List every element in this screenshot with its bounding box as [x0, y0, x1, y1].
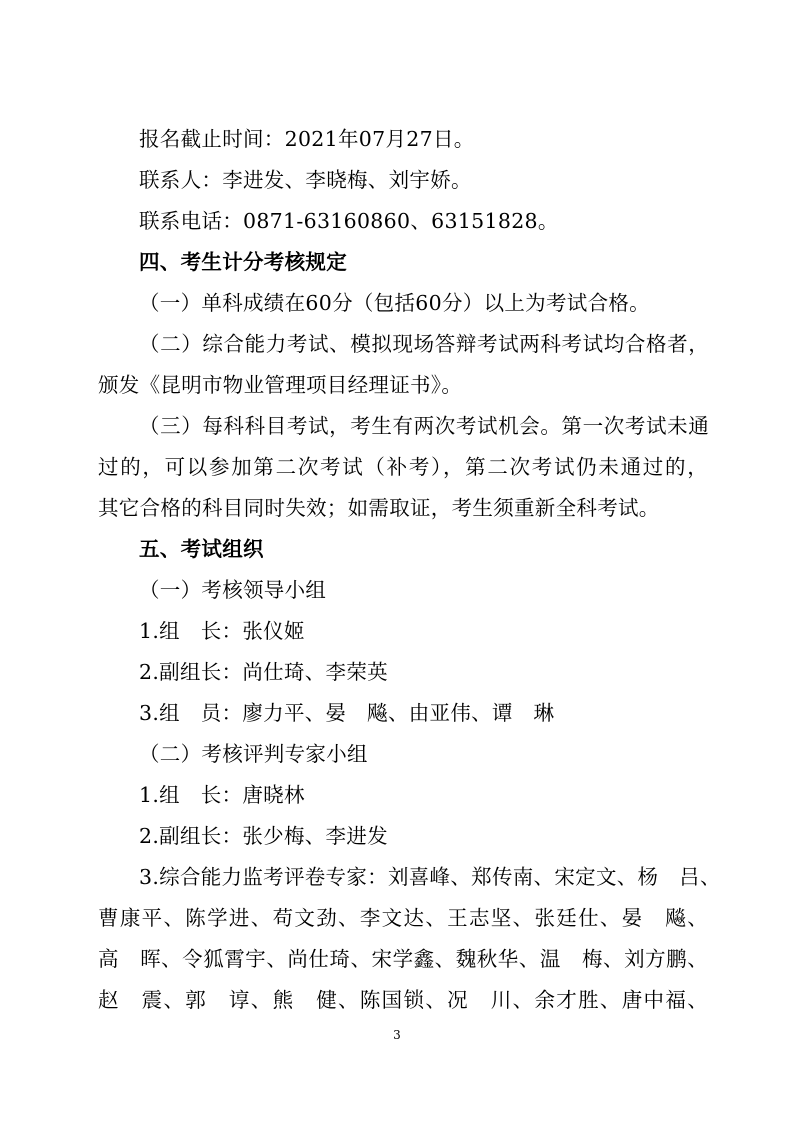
deputy-leader-line: 2.副组长：尚仕琦、李荣英 — [139, 660, 388, 684]
expert-deputy-line: 2.副组长：张少梅、李进发 — [139, 824, 388, 848]
experts-line-2: 曹康平、陈学进、苟文劲、李文达、王志坚、张廷仕、晏 飚、 — [98, 906, 708, 930]
experts-line-4: 赵 震、郭 谆、熊 健、陈国锁、况 川、余才胜、唐中福、 — [98, 988, 708, 1012]
rule-item-2-line2: 颁发《昆明市物业管理项目经理证书》。 — [98, 373, 463, 397]
members-line: 3.组 员：廖力平、晏 飚、由亚伟、谭 琳 — [139, 701, 555, 725]
rule-item-1: （一）单科成绩在60分（包括60分）以上为考试合格。 — [139, 291, 650, 315]
subsection-expert-group: （二）考核评判专家小组 — [139, 742, 368, 766]
expert-leader-line: 1.组 长：唐晓林 — [139, 783, 305, 807]
section-heading-4: 四、考生计分考核规定 — [139, 250, 347, 274]
rule-item-2-line1: （二）综合能力考试、模拟现场答辩考试两科考试均合格者， — [139, 332, 709, 356]
contact-persons: 联系人：李进发、李晓梅、刘宇娇。 — [139, 168, 472, 192]
page-number: 3 — [393, 1028, 401, 1042]
rule-item-3-line3: 其它合格的科目同时失效；如需取证，考生须重新全科考试。 — [98, 496, 660, 520]
subsection-leadership-group: （一）考核领导小组 — [139, 578, 327, 602]
leader-line: 1.组 长：张仪姬 — [139, 619, 305, 643]
experts-line-1: 3.综合能力监考评卷专家：刘喜峰、郑传南、宋定文、杨 吕、 — [139, 865, 721, 889]
experts-line-3: 高 晖、令狐霄宇、尚仕琦、宋学鑫、魏秋华、温 梅、刘方鹏、 — [98, 947, 708, 971]
contact-phone: 联系电话：0871-63160860、63151828。 — [139, 209, 559, 233]
section-heading-5: 五、考试组织 — [139, 537, 264, 561]
registration-deadline: 报名截止时间：2021年07月27日。 — [139, 127, 475, 151]
rule-item-3-line1: （三）每科科目考试，考生有两次考试机会。第一次考试未通 — [139, 414, 709, 438]
rule-item-3-line2: 过的，可以参加第二次考试（补考），第二次考试仍未通过的， — [98, 455, 708, 479]
